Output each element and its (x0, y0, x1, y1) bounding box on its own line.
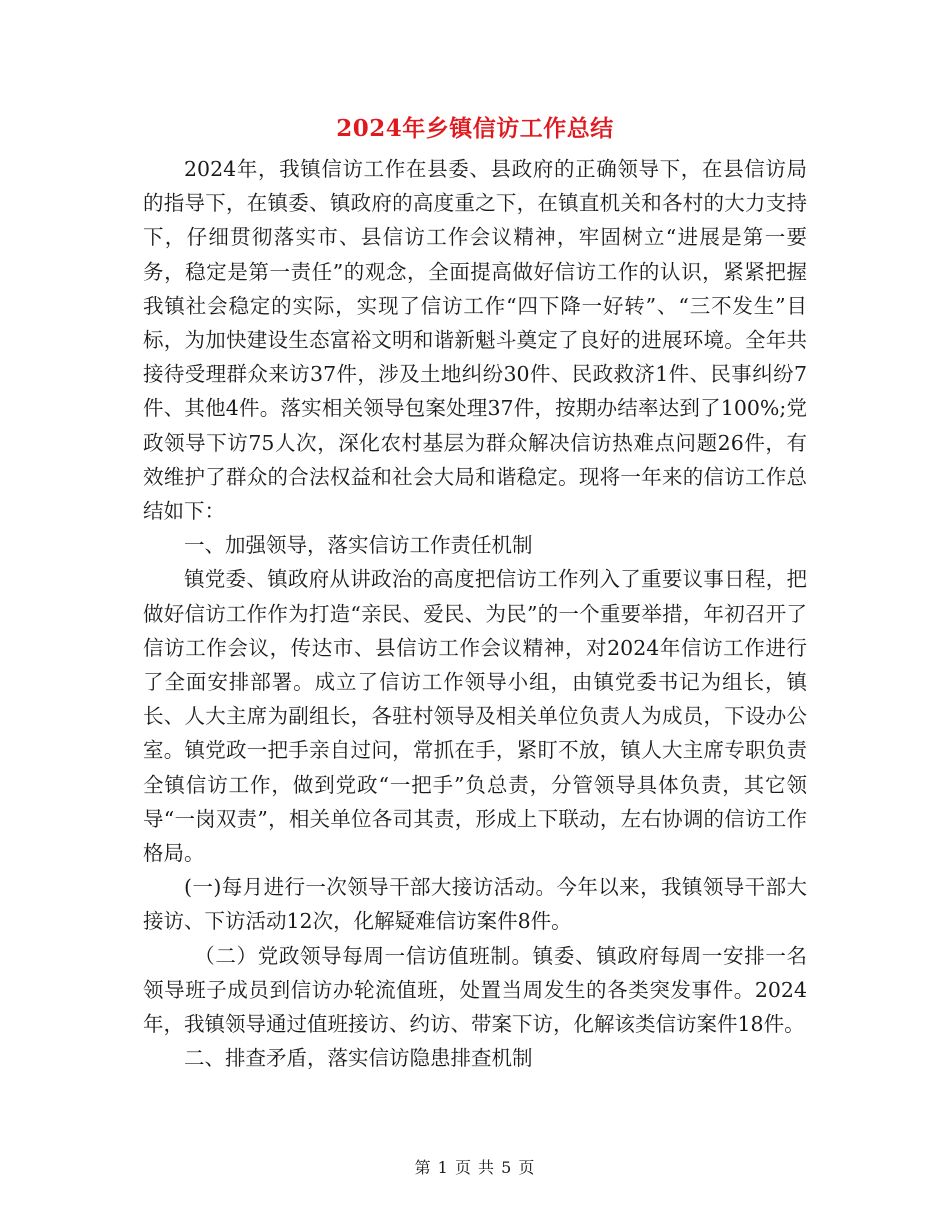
paragraph-subsection-2: （二）党政领导每周一信访值班制。镇委、镇政府每周一安排一名领导班子成员到信访办轮流值班，处置当周发生的各类突发事件。2024年，我镇领导通过值班接访、约访、带案下访，化解该类信访案件18件。 (143, 943, 807, 1037)
document-body (143, 152, 807, 1075)
paragraph-intro: 2024年，我镇信访工作在县委、县政府的正确领导下，在县信访局的指导下，在镇委、镇政府的高度重之下，在镇直机关和各村的大力支持下，仔细贯彻落实市、县信访工作会议精神，牢固树立“进展是第一要务，稳定是第一责任”的观念，全面提高做好信访工作的认识，紧紧把握我镇社会稳定的实际，实现了信访工作“四下降一好转”、“三不发生”目标，为加快建设生态富裕文明和谐新魁斗奠定了良好的进展环境。全年共接待受理群众来访37件，涉及土地纠纷30件、民政救济1件、民事纠纷7件、其他4件。落实相关领导包案处理37件，按期办结率达到了100%;党政领导下访75人次，深化农村基层为群众解决信访热难点问题26件，有效维护了群众的合法权益和社会大局和谐稳定。现将一年来的信访工作总结如下： (143, 157, 807, 524)
document-title: 2024年乡镇信访工作总结 (336, 115, 614, 142)
section-heading-1: 一、加强领导，落实信访工作责任机制 (184, 533, 533, 558)
page-footer: 第 1 页 共 5 页 (414, 1158, 536, 1177)
section-heading-2: 二、排查矛盾，落实信访隐患排查机制 (184, 1046, 533, 1071)
paragraph-subsection-1: (一)每月进行一次领导干部大接访活动。今年以来，我镇领导干部大接访、下访活动12次，化解疑难信访案件8件。 (143, 875, 807, 934)
paragraph-section-1: 镇党委、镇政府从讲政治的高度把信访工作列入了重要议事日程，把做好信访工作作为打造“亲民、爱民、为民”的一个重要举措，年初召开了信访工作会议，传达市、县信访工作会议精神，对2024年信访工作进行了全面安排部署。成立了信访工作领导小组，由镇党委书记为组长，镇长、人大主席为副组长，各驻村领导及相关单位负责人为成员，下设办公室。镇党政一把手亲自过问，常抓在手，紧盯不放，镇人大主席专职负责全镇信访工作，做到党政“一把手”负总责，分管领导具体负责，其它领导“一岗双责”，相关单位各司其责，形成上下联动，左右协调的信访工作格局。 (143, 567, 807, 866)
